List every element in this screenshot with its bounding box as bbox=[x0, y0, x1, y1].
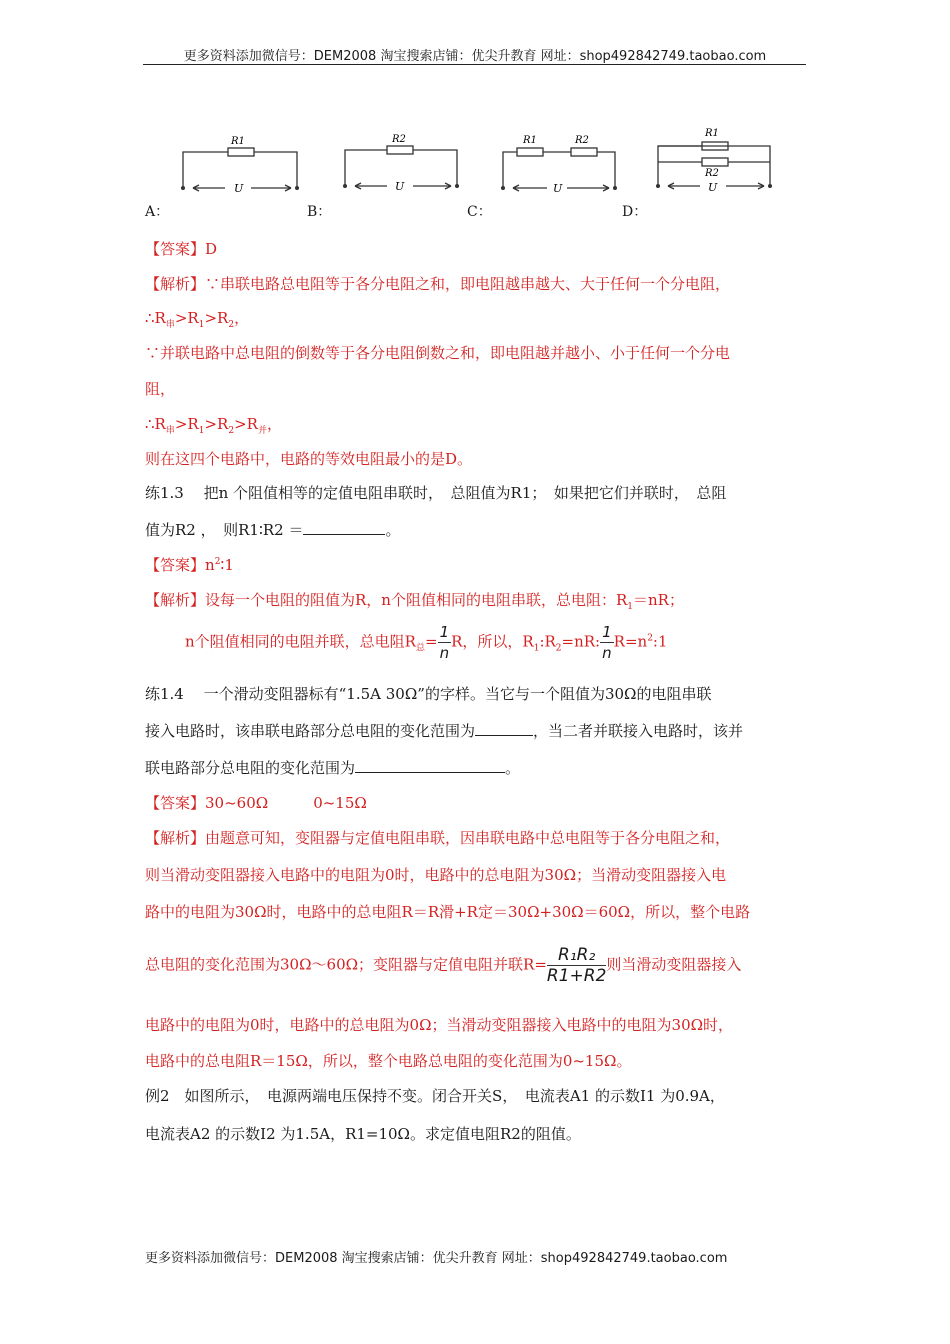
q12-analysis-line4: 阻， bbox=[145, 380, 176, 398]
circuit-d-diagram bbox=[650, 122, 780, 198]
q12-answer: 【答案】D bbox=[145, 240, 218, 258]
q14-analysis-line5: 电路中的电阻为0时，电路中的总电阻为0Ω；当滑动变阻器接入电路中的电阻为30Ω时， bbox=[145, 1016, 734, 1034]
circuit-b-r2-label: R2 bbox=[392, 134, 406, 145]
option-d-label: D： bbox=[622, 204, 648, 220]
q14-analysis-line6: 电路中的总电阻R＝15Ω，所以，整个电路总电阻的变化范围为0~15Ω。 bbox=[145, 1052, 632, 1070]
circuit-c-r2-label: R2 bbox=[575, 135, 589, 146]
circuit-d-r1-label: R1 bbox=[705, 128, 719, 139]
q13-question-line1: 练1.3 把n 个阻值相等的定值电阻串联时， 总阻值为R1； 如果把它们并联时， 总阻 bbox=[145, 484, 727, 502]
q13-analysis-line2: n个阻值相同的电阻并联，总电阻$R_总=$ $\frac{1}{n}$ R，所以，$R_1:R_2=nR$: $\frac{1}{n}$ $R=n^2:1$ bbox=[185, 623, 668, 662]
ex2-question-line2: 电流表A2 的示数I2 为1.5A，R1=10Ω。求定值电阻R2的阻值。 bbox=[145, 1125, 581, 1143]
header-rule bbox=[143, 64, 806, 65]
page-footer: 更多资料添加微信号：DEM2008 淘宝搜索店铺：优尖升教育 网址：shop492842749.taobao.com bbox=[145, 1251, 728, 1266]
q13-fraction-1: $\frac{1}{n}$ bbox=[439, 623, 450, 662]
q14-question-line1: 练1.4 一个滑动变阻器标有“1.5A 30Ω”的字样。当它与一个阻值为30Ω的电阻串联 bbox=[145, 685, 712, 703]
q14-fraction: $\frac{\text{R₁R₂}}{R1+R2}$ bbox=[546, 945, 607, 986]
circuit-a-diagram bbox=[175, 128, 305, 198]
q14-analysis-line2: 则当滑动变阻器接入电路中的电阻为0时，电路中的总电阻为30Ω；当滑动变阻器接入电 bbox=[145, 866, 727, 884]
circuit-d-r2-label: R2 bbox=[705, 168, 719, 179]
circuit-a-r1-label: R1 bbox=[231, 136, 245, 147]
q12-analysis-line5: $\therefore R_串>R_1>R_2>R_并$， bbox=[145, 415, 282, 436]
q13-analysis-line1: 【解析】设每一个电阻的阻值为R，n个阻值相同的电阻串联，总电阻：$R_1=nR$； bbox=[145, 591, 684, 612]
q14-blank-2 bbox=[355, 758, 505, 773]
q14-question-line2: 接入电路时，该串联电路部分总电阻的变化范围为 ，当二者并联接入电路时，该并 bbox=[145, 722, 744, 740]
q12-analysis-line6: 则在这四个电路中，电路的等效电阻最小的是D。 bbox=[145, 450, 473, 468]
ex2-question-line1: 例2 如图所示， 电源两端电压保持不变。闭合开关S， 电流表A1 的示数I1 为0.9A， bbox=[145, 1087, 725, 1105]
q14-analysis-line1: 【解析】由题意可知，变阻器与定值电阻串联，因串联电路中总电阻等于各分电阻之和， bbox=[145, 829, 731, 847]
q13-answer: 【答案】$n^2∶1$ bbox=[145, 556, 234, 574]
option-a-label: A： bbox=[145, 204, 170, 220]
circuit-a-u-label: U bbox=[234, 182, 244, 195]
circuit-d-u-label: U bbox=[708, 181, 718, 194]
page-header: 更多资料添加微信号：DEM2008 淘宝搜索店铺：优尖升教育 网址：shop492842749.taobao.com bbox=[183, 49, 767, 64]
q12-analysis-line3: ∵并联电路中总电阻的倒数等于各分电阻倒数之和，即电阻越并越小、小于任何一个分电 bbox=[145, 344, 731, 362]
q14-blank-1 bbox=[475, 721, 533, 736]
q14-analysis-line3: 路中的电阻为30Ω时，电路中的总电阻R＝R滑+R定＝30Ω+30Ω＝60Ω，所以，整个电路 bbox=[145, 903, 751, 921]
circuit-c-diagram bbox=[495, 128, 625, 198]
q14-question-line3: 联电路部分总电阻的变化范围为 。 bbox=[145, 759, 521, 777]
circuit-b-diagram bbox=[337, 128, 467, 198]
circuit-b-u-label: U bbox=[395, 180, 405, 193]
q14-answer: 【答案】30~60Ω 0~15Ω bbox=[145, 794, 367, 812]
q12-analysis-line2: $\therefore R_串>R_1>R_2$， bbox=[145, 309, 250, 330]
q13-fraction-2: $\frac{1}{n}$ bbox=[602, 623, 612, 662]
q14-analysis-line4: 总电阻的变化范围为30Ω～60Ω；变阻器与定值电阻并联R= $\frac{\text{R₁R₂}}{R1+R2}$ 则当滑动变阻器接入 bbox=[145, 945, 742, 986]
option-b-label: B： bbox=[307, 204, 332, 220]
q13-question-line2: 值为R2 ， 则R1∶R2 ＝ 。 bbox=[145, 521, 401, 539]
circuit-c-r1-label: R1 bbox=[523, 135, 537, 146]
q13-blank bbox=[303, 520, 385, 535]
q12-analysis-line1: 【解析】∵串联电路总电阻等于各分电阻之和，即电阻越串越大、大于任何一个分电阻， bbox=[145, 275, 731, 293]
circuit-c-u-label: U bbox=[553, 182, 563, 195]
option-c-label: C： bbox=[467, 204, 492, 220]
